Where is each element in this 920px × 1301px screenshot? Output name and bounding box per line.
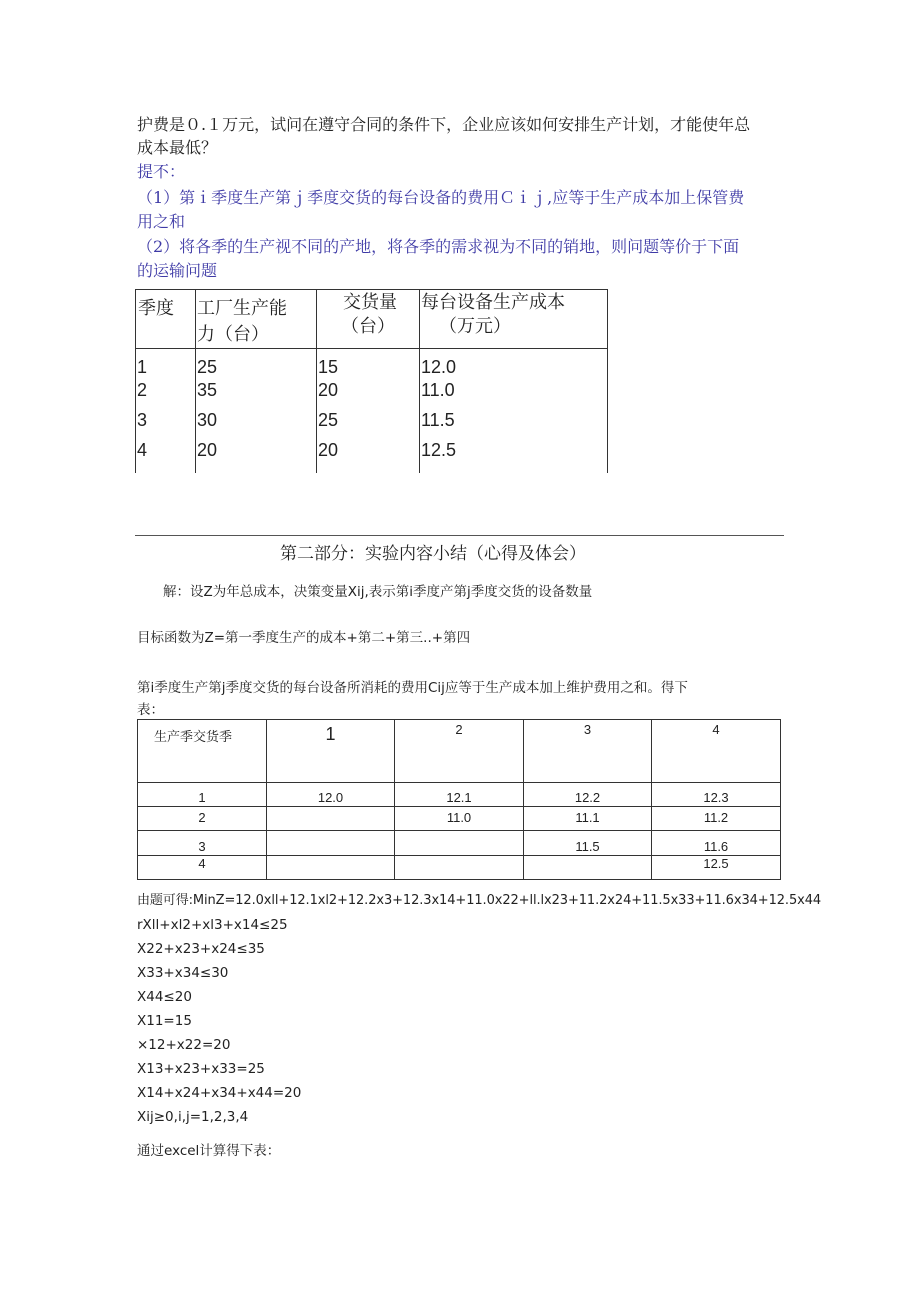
row-label: 2 — [138, 807, 267, 831]
table1-col-divider — [316, 289, 317, 473]
table1-col-divider — [195, 289, 196, 473]
column-header: 1 — [267, 720, 395, 783]
table1-col-divider — [419, 289, 420, 473]
constraint-line: rXll+xl2+xl3+x14≤25 — [137, 917, 288, 933]
intro-line-2: 成本最低？ — [137, 138, 218, 157]
column-header: 2 — [395, 720, 524, 783]
hint-2-line-2: 的运输问题 — [137, 261, 218, 280]
cost-cell: 12.0 — [267, 783, 395, 807]
constraint-line: X33+x34≤30 — [137, 965, 229, 981]
cost-cell: 12.2 — [524, 783, 652, 807]
constraint-line: X11=15 — [137, 1013, 192, 1029]
table1-right-border — [607, 289, 608, 473]
cost-cell: 11.2 — [652, 807, 781, 831]
cost-cell: 11.0 — [421, 380, 455, 400]
row-label: 1 — [138, 783, 267, 807]
header-cost-line-1: 每台设备生产成本 — [421, 292, 565, 313]
header-cost-line-2: （万元） — [439, 316, 511, 337]
column-header: 3 — [524, 720, 652, 783]
hint-1-line-1: （1）第ｉ季度生产第ｊ季度交货的每台设备的费用Ｃｉｊ,应等于生产成本加上保管费 — [137, 188, 745, 207]
cost-cell: 11.5 — [421, 410, 455, 430]
header-delivery-line-1: 交货量 — [343, 292, 397, 313]
section-title: 第二部分：实验内容小结（心得及体会） — [280, 544, 586, 564]
table-row — [138, 831, 781, 856]
delivery-cell: 20 — [318, 380, 339, 400]
constraint-line: X13+x23+x33=25 — [137, 1061, 265, 1077]
cost-cell: 11.0 — [395, 807, 524, 831]
cost-cell: 12.0 — [421, 357, 457, 377]
season-cell: 4 — [137, 440, 148, 460]
cost-cell: 11.1 — [524, 807, 652, 831]
cost-cell: 11.6 — [652, 831, 781, 856]
capacity-cell: 25 — [197, 357, 218, 377]
cost-cell: 12.5 — [421, 440, 457, 460]
cost-cell — [524, 856, 652, 880]
cost-cell: 12.1 — [395, 783, 524, 807]
capacity-cell: 30 — [197, 410, 218, 430]
objective-description: 目标函数为Z=第一季度生产的成本+第二+第三..+第四 — [137, 630, 471, 646]
corner-header: 生产季交货季 — [138, 720, 267, 783]
table-row — [138, 856, 781, 880]
table-row — [138, 807, 781, 831]
header-capacity-line-1: 工厂生产能 — [197, 298, 287, 319]
delivery-cell: 20 — [318, 440, 339, 460]
header-capacity-line-2: 力（台） — [197, 324, 269, 345]
cost-cell — [395, 856, 524, 880]
header-delivery-line-2: （台） — [341, 316, 395, 337]
table-row — [138, 783, 781, 807]
cost-cell — [267, 807, 395, 831]
closing-text: 通过excel计算得下表： — [137, 1143, 281, 1159]
constraint-line: Xij≥0,i,j=1,2,3,4 — [137, 1109, 249, 1125]
hint-2-line-1: （2）将各季的生产视不同的产地，将各季的需求视为不同的销地，则问题等价于下面 — [137, 237, 740, 256]
table1-left-border — [135, 289, 136, 473]
delivery-cell: 25 — [318, 410, 339, 430]
constraint-line: X22+x23+x24≤35 — [137, 941, 265, 957]
hint-label: 提不： — [137, 162, 186, 181]
delivery-cell: 15 — [318, 357, 339, 377]
cost-description-line-1: 第i季度生产第j季度交货的每台设备所消耗的费用Cij应等于生产成本加上维护费用之和。得下 — [137, 680, 688, 696]
cost-description-line-2: 表： — [137, 702, 164, 718]
intro-line-1: 护费是０.１万元，试问在遵守合同的条件下，企业应该如何安排生产计划，才能使年总 — [137, 115, 751, 134]
season-cell: 2 — [137, 380, 148, 400]
cost-cell: 12.5 — [652, 856, 781, 880]
cost-cell — [267, 856, 395, 880]
constraint-line: X14+x24+x34+x44=20 — [137, 1085, 302, 1101]
cost-cell — [267, 831, 395, 856]
row-label: 3 — [138, 831, 267, 856]
cost-cell: 12.3 — [652, 783, 781, 807]
header-season: 季度 — [138, 298, 174, 319]
table-header-row — [138, 720, 781, 783]
constraint-line: ×12+x22=20 — [137, 1037, 231, 1053]
capacity-cell: 35 — [197, 380, 218, 400]
cost-matrix-table — [137, 719, 781, 880]
row-label: 4 — [138, 856, 267, 880]
model-objective: 由题可得:MinZ=12.0xll+12.1xl2+12.2x3+12.3x14+11.0x22+ll.lx23+11.2x24+11.5x33+11.6x34+12.5x44 — [137, 893, 822, 908]
section-divider — [135, 535, 784, 536]
transport-data-table — [135, 289, 608, 473]
capacity-cell: 20 — [197, 440, 218, 460]
constraint-line: X44≤20 — [137, 989, 192, 1005]
column-header: 4 — [652, 720, 781, 783]
cost-cell — [395, 831, 524, 856]
table1-header-divider — [135, 348, 608, 349]
cost-cell: 11.5 — [524, 831, 652, 856]
solution-intro: 解：设Z为年总成本，决策变量Xij,表示第i季度产第j季度交货的设备数量 — [163, 584, 593, 600]
hint-1-line-2: 用之和 — [137, 212, 186, 231]
season-cell: 3 — [137, 410, 148, 430]
season-cell: 1 — [137, 357, 148, 377]
